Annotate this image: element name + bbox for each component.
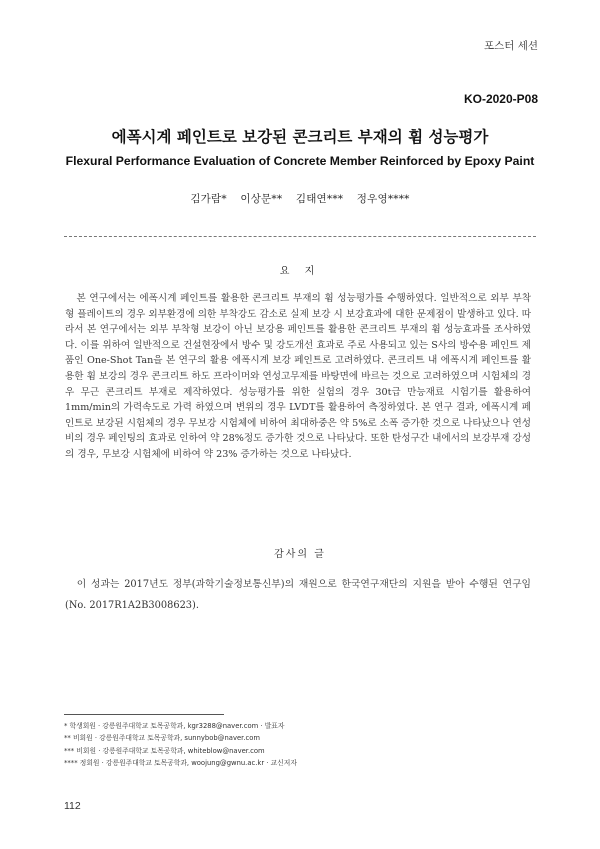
- paper-title-english: Flexural Performance Evaluation of Concrete Member Reinforced by Epoxy Paint: [65, 154, 535, 168]
- author-name: 김태연***: [295, 193, 344, 205]
- footnotes: [64, 720, 534, 770]
- footnote: * 학생회원 · 강릉원주대학교 토목공학과, kgr3288@naver.com · 발표자: [64, 722, 285, 730]
- author-name: 정우영****: [356, 193, 410, 205]
- acknowledgement-heading: 감사의 글: [274, 549, 326, 560]
- section-divider: [64, 236, 536, 237]
- paper-title-korean: 에폭시계 페인트로 보강된 콘크리트 부재의 휨 성능평가: [111, 128, 489, 146]
- author-name: 이상문**: [240, 193, 283, 205]
- footnote: ** 비회원 · 강릉원주대학교 토목공학과, sunnybob@naver.com: [64, 734, 261, 743]
- author-list: [0, 191, 600, 206]
- section-label: 포스터 세션: [483, 40, 538, 52]
- author-name: 김가람*: [190, 193, 227, 205]
- footnote: **** 정회원 · 강릉원주대학교 토목공학과, woojung@gwnu.ac.kr · 교신저자: [64, 759, 297, 768]
- footnote-rule: [64, 714, 224, 715]
- abstract-body: 본 연구에서는 에폭시계 페인트를 활용한 콘크리트 부재의 휨 성능평가를 수행하였다. 일반적으로 외부 부착형 플레이트의 경우 외부환경에 의한 부착강도 감소로 실제 보강 시 보강효과에 대한 문제점이 발생하고 있다. 따라서 본 연구에서는 외부 부착형 보강이 아닌 보강용 페인트를 활용한 콘크리트 부재의 휨 성능효과를 조사하였다. 이를 위하여 일반적으로 건설현장에서 방수 및 강도개선 효과로 주로 사용되고 있는 S사의 방수용 페인트 제품인 One-Shot Tan을 본 연구의 활용 에폭시계 보강 페인트로 고려하였다. 콘크리트 내 에폭시계 페인트를 활용한 휨 보강의 경우 콘크리트 하도 프라이머와 연성고무제를 바탕면에 바르는 것으로 고려하였으며 시험체의 경우 무근 콘크리트 부재로 제작하였다. 성능평가를 위한 실험의 경우 30t급 만능재료 시험기를 활용하여 1mm/min의 가력속도로 가력 하였으며 변위의 경우 LVDT를 활용하여 측정하였다. 본 연구 결과, 에폭시계 페인트로 보강된 시험체의 경우 무보강 시험체에 비하여 최대하중은 약 5%로 소폭 증가한 것으로 나타났으나 연성비의 경우 페인팅의 효과로 인하여 약 28%정도 증가한 것으로 나타났다. 또한 탄성구간 내에서의 보강부재 강성의 경우, 무보강 시험체에 비하여 약 23% 증가하는 것으로 나타났다.: [65, 293, 531, 460]
- abstract-heading: 요 지: [279, 266, 321, 277]
- acknowledgement-body: 이 성과는 2017년도 정부(과학기술정보통신부)의 재원으로 한국연구재단의 지원을 받아 수행된 연구임(No. 2017R1A2B3008623).: [65, 579, 531, 611]
- paper-code: KO-2020-P08: [463, 92, 538, 106]
- page-number: 112: [64, 800, 81, 812]
- footnote: *** 비회원 · 강릉원주대학교 토목공학과, whiteblow@naver.com: [64, 746, 265, 755]
